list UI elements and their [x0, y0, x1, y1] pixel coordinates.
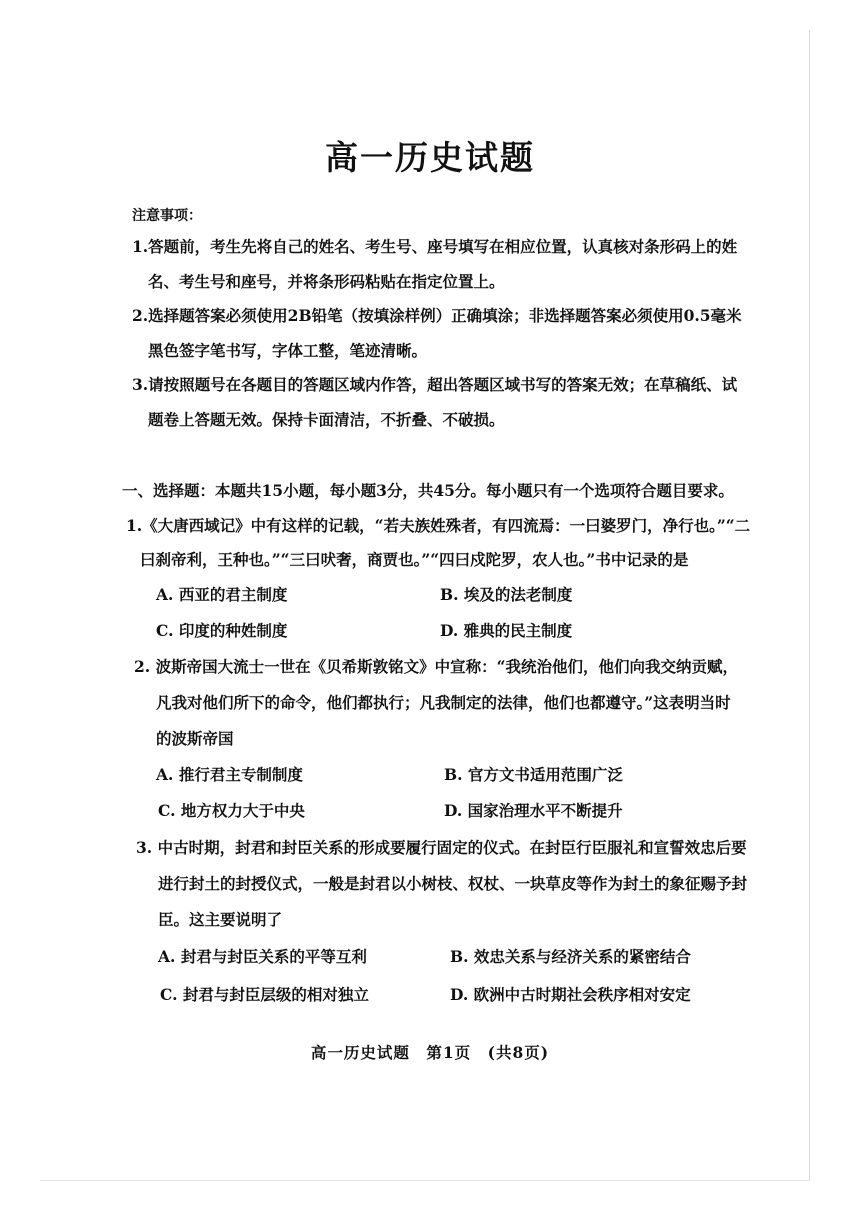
question-1-line-1: 1.《大唐西域记》中有这样的记载，“若夫族姓殊者，有四流焉：一曰婆罗门，净行也。”“二	[126, 516, 751, 535]
section-heading: 一、选择题：本题共15小题，每小题3分，共45分。每小题只有一个选项符合题目要求。	[122, 481, 734, 500]
notice-item-1-line-1: 1.答题前，考生先将自己的姓名、考生号、座号填写在相应位置，认真核对条形码上的姓	[132, 237, 738, 256]
question-3-option-d: D. 欧洲中古时期社会秩序相对安定	[450, 985, 691, 1004]
question-2-option-c: C. 地方权力大于中央	[158, 801, 305, 820]
question-3-option-a: A. 封君与封臣关系的平等互利	[158, 947, 367, 966]
scan-edge-bottom	[40, 1180, 810, 1181]
notice-item-3-line-2: 题卷上答题无效。保持卡面清洁，不折叠、不破损。	[148, 410, 505, 429]
question-3-line-2: 进行封土的封授仪式，一般是封君以小树枝、权杖、一块草皮等作为封土的象征赐予封	[158, 874, 748, 893]
page-footer: 高一历史试题 第1页 (共8页)	[310, 1043, 550, 1062]
question-1-option-d: D. 雅典的民主制度	[440, 621, 573, 640]
question-1-option-b: B. 埃及的法老制度	[440, 585, 573, 604]
notice-item-3-line-1: 3.请按照题号在各题目的答题区域内作答，超出答题区域书写的答案无效；在草稿纸、试	[132, 375, 738, 394]
page-title: 高一历史试题	[325, 138, 535, 177]
question-3-option-c: C. 封君与封臣层级的相对独立	[160, 985, 369, 1004]
scan-edge-right	[809, 30, 810, 1180]
notice-item-1-line-2: 名、考生号和座号，并将条形码粘贴在指定位置上。	[148, 272, 505, 291]
question-1-line-2: 曰刹帝利，王种也。”“三曰吠奢，商贾也。”“四曰戍陀罗，农人也。”书中记录的是	[140, 550, 689, 569]
question-2-line-2: 凡我对他们所下的命令，他们都执行；凡我制定的法律，他们也都遵守。”这表明当时	[156, 693, 731, 712]
notice-heading: 注意事项：	[132, 208, 202, 224]
question-2-option-d: D. 国家治理水平不断提升	[444, 801, 623, 820]
question-2-line-3: 的波斯帝国	[156, 729, 234, 748]
question-3-line-3: 臣。这主要说明了	[158, 910, 283, 929]
notice-item-2-line-2: 黑色签字笔书写，字体工整，笔迹清晰。	[148, 341, 428, 360]
question-3-option-b: B. 效忠关系与经济关系的紧密结合	[450, 947, 691, 966]
question-2-option-a: A. 推行君主专制制度	[156, 765, 303, 784]
question-2-option-b: B. 官方文书适用范围广泛	[444, 765, 623, 784]
notice-item-2-line-1: 2.选择题答案必须使用2B铅笔（按填涂样例）正确填涂；非选择题答案必须使用0.5毫米	[132, 306, 742, 325]
question-2-line-1: 2. 波斯帝国大流士一世在《贝希斯敦铭文》中宣称：“我统治他们，他们向我交纳贡赋，	[134, 657, 738, 676]
question-1-option-c: C. 印度的种姓制度	[156, 621, 288, 640]
question-3-line-1: 3. 中古时期，封君和封臣关系的形成要履行固定的仪式。在封臣行臣服礼和宣誓效忠后要	[136, 838, 747, 857]
question-1-option-a: A. 西亚的君主制度	[156, 585, 288, 604]
